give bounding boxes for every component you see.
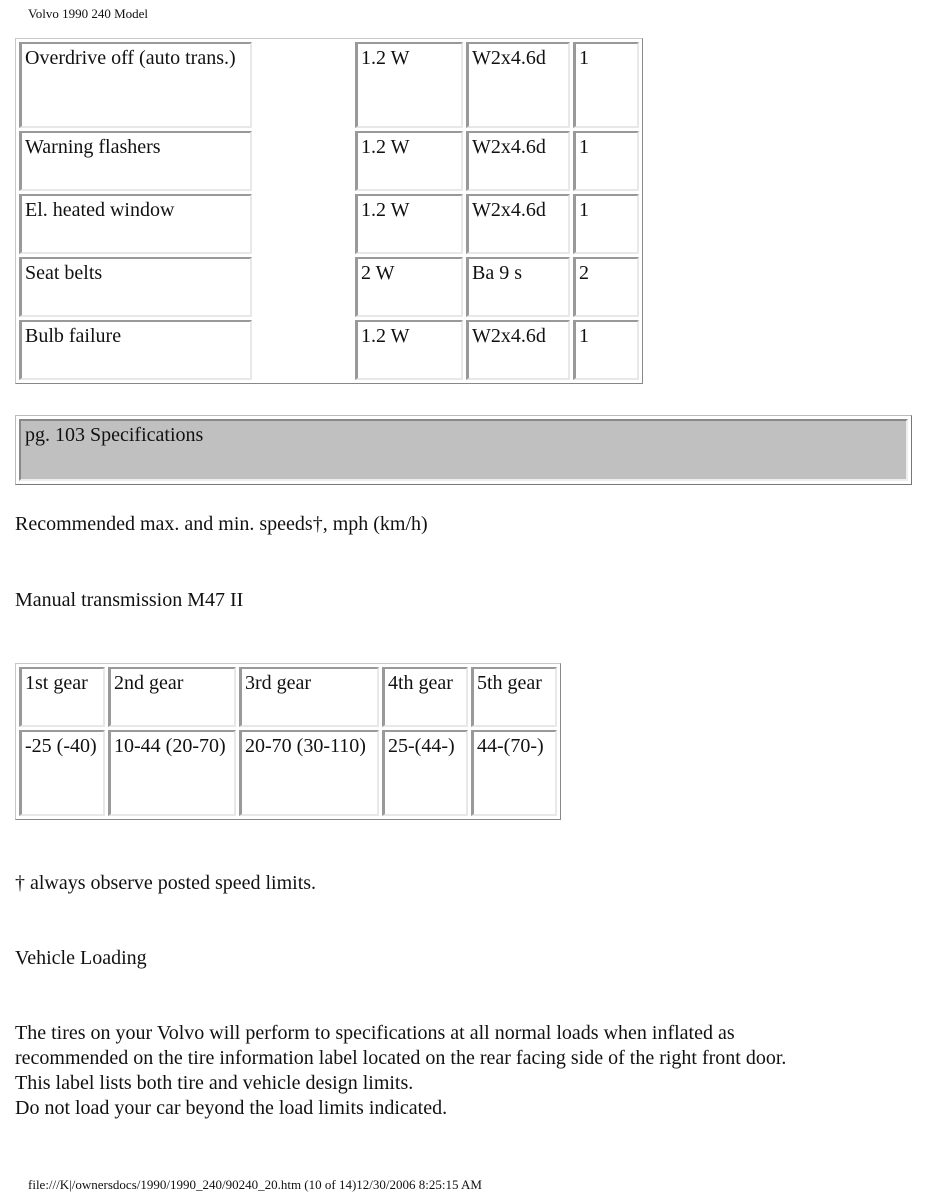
gear-header-cell: 4th gear [382, 667, 468, 727]
speed-value-cell: 20-70 (30-110) [239, 730, 379, 816]
loading-line: The tires on your Volvo will perform to specifications at all normal loads when inflated as [15, 1022, 735, 1044]
spacer-cell [255, 257, 352, 317]
page-header: Volvo 1990 240 Model [28, 6, 149, 21]
bulb-socket-cell: W2x4.6d [466, 320, 570, 380]
table-row [19, 257, 639, 317]
bulb-name-cell: Warning flashers [19, 131, 252, 191]
loading-paragraph [15, 1021, 786, 1121]
bulb-socket-cell: W2x4.6d [466, 42, 570, 128]
bulb-qty-cell: 1 [573, 320, 639, 380]
speed-footnote: † always observe posted speed limits. [15, 872, 317, 894]
bulb-socket-cell: W2x4.6d [466, 194, 570, 254]
speed-value-cell: 25-(44-) [382, 730, 468, 816]
gear-header-cell: 1st gear [19, 667, 105, 727]
bulb-socket-cell: Ba 9 s [466, 257, 570, 317]
speeds-heading: Recommended max. and min. speeds†, mph (km/h) [15, 513, 428, 535]
gear-header-cell: 5th gear [471, 667, 557, 727]
bulb-watt-cell: 2 W [355, 257, 463, 317]
table-row [19, 42, 639, 128]
section-title: pg. 103 Specifications [19, 419, 908, 481]
section-heading-bar [15, 415, 912, 485]
transmission-subheading: Manual transmission M47 II [15, 589, 244, 611]
bulb-name-cell: El. heated window [19, 194, 252, 254]
loading-line: recommended on the tire information label located on the rear facing side of the right front door. [15, 1047, 787, 1069]
bulb-name-cell: Seat belts [19, 257, 252, 317]
bulb-table [15, 38, 643, 384]
table-row [19, 194, 639, 254]
speed-value-cell: -25 (-40) [19, 730, 105, 816]
spacer-cell [255, 320, 352, 380]
gear-header-cell: 3rd gear [239, 667, 379, 727]
bulb-watt-cell: 1.2 W [355, 320, 463, 380]
spacer-cell [255, 42, 352, 128]
bulb-socket-cell: W2x4.6d [466, 131, 570, 191]
spacer-cell [255, 131, 352, 191]
loading-line: Do not load your car beyond the load limits indicated. [15, 1097, 448, 1119]
bulb-watt-cell: 1.2 W [355, 131, 463, 191]
bulb-watt-cell: 1.2 W [355, 42, 463, 128]
page-footer: file:///K|/ownersdocs/1990/1990_240/90240_20.htm (10 of 14)12/30/2006 8:25:15 AM [28, 1177, 482, 1192]
table-row [19, 320, 639, 380]
speed-value-cell: 10-44 (20-70) [108, 730, 236, 816]
gear-header-cell: 2nd gear [108, 667, 236, 727]
loading-heading: Vehicle Loading [15, 947, 147, 969]
loading-line: This label lists both tire and vehicle design limits. [15, 1072, 414, 1094]
table-header-row [19, 667, 557, 727]
bulb-qty-cell: 1 [573, 194, 639, 254]
table-row [19, 131, 639, 191]
bulb-name-cell: Bulb failure [19, 320, 252, 380]
bulb-watt-cell: 1.2 W [355, 194, 463, 254]
gear-speed-table [15, 663, 561, 820]
bulb-qty-cell: 1 [573, 131, 639, 191]
speed-value-cell: 44-(70-) [471, 730, 557, 816]
bulb-qty-cell: 1 [573, 42, 639, 128]
spacer-cell [255, 194, 352, 254]
bulb-qty-cell: 2 [573, 257, 639, 317]
table-row [19, 730, 557, 816]
bulb-name-cell: Overdrive off (auto trans.) [19, 42, 252, 128]
